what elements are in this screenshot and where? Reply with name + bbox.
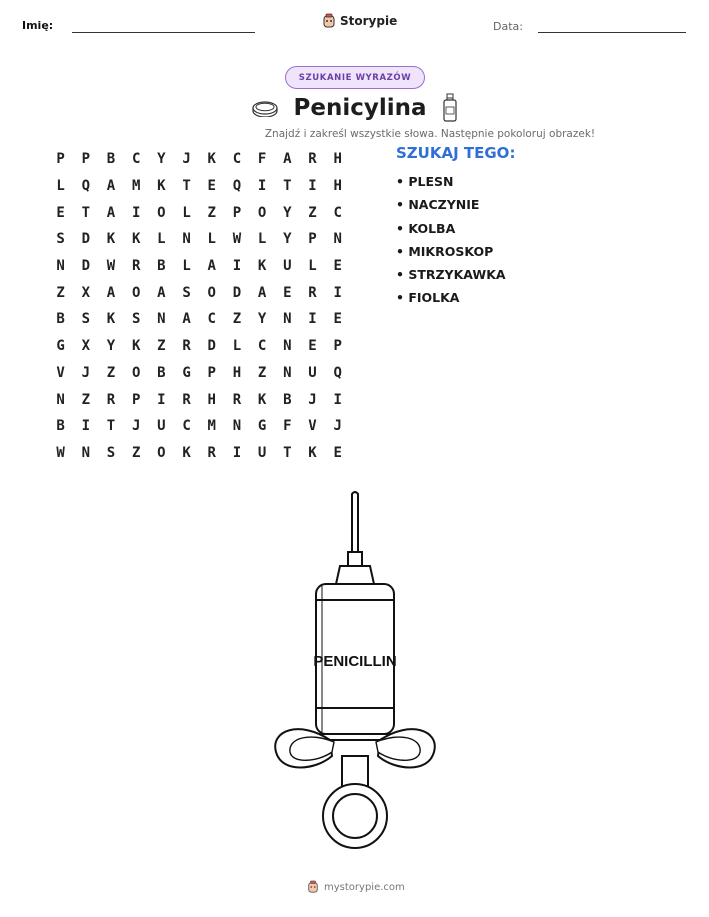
grid-cell[interactable]: I — [308, 311, 317, 328]
grid-cell[interactable]: K — [207, 151, 216, 168]
page-title: Penicylina — [293, 95, 427, 121]
grid-cell[interactable]: A — [182, 311, 191, 328]
grid-cell[interactable]: I — [333, 284, 342, 301]
grid-cell[interactable]: F — [257, 151, 267, 168]
grid-cell[interactable]: Y — [283, 231, 292, 248]
grid-cell[interactable]: B — [106, 151, 116, 168]
grid-cell[interactable]: Z — [106, 364, 116, 381]
grid-cell[interactable]: K — [257, 258, 267, 275]
grid-cell[interactable]: A — [257, 284, 267, 301]
grid-cell[interactable]: M — [131, 178, 141, 195]
grid-cell[interactable]: L — [182, 204, 191, 221]
name-field-line[interactable] — [72, 32, 255, 33]
grid-cell[interactable]: B — [56, 311, 65, 328]
grid-cell[interactable]: P — [308, 231, 317, 248]
grid-cell[interactable]: W — [232, 231, 242, 248]
grid-cell[interactable]: R — [182, 391, 191, 408]
grid-cell[interactable]: K — [257, 391, 267, 408]
grid-cell[interactable]: N — [81, 444, 90, 461]
grid-cell[interactable]: C — [333, 204, 342, 221]
grid-cell[interactable]: R — [308, 151, 317, 168]
grid-cell[interactable]: D — [81, 231, 90, 248]
grid-cell[interactable]: N — [56, 258, 65, 275]
grid-cell[interactable]: E — [283, 284, 292, 301]
grid-cell[interactable]: E — [207, 178, 216, 195]
grid-cell[interactable]: T — [283, 178, 292, 195]
grid-cell[interactable]: L — [182, 258, 191, 275]
grid-cell[interactable]: A — [283, 151, 292, 168]
grid-cell[interactable]: M — [207, 418, 216, 435]
grid-cell[interactable]: Y — [257, 311, 267, 328]
grid-cell[interactable]: C — [182, 418, 191, 435]
grid-cell[interactable]: U — [283, 258, 292, 275]
grid-cell[interactable]: N — [157, 311, 166, 328]
grid-cell[interactable]: T — [81, 204, 90, 221]
grid-cell[interactable]: I — [333, 391, 342, 408]
grid-cell[interactable]: J — [81, 364, 90, 381]
grid-cell[interactable]: L — [157, 231, 166, 248]
grid-cell[interactable]: Y — [157, 151, 166, 168]
grid-cell[interactable]: T — [106, 418, 116, 435]
grid-cell[interactable]: I — [131, 204, 141, 221]
grid-cell[interactable]: U — [157, 418, 166, 435]
grid-cell[interactable]: K — [131, 338, 141, 355]
grid-cell[interactable]: K — [106, 231, 116, 248]
syringe-illustration — [270, 490, 440, 860]
grid-cell[interactable]: J — [182, 151, 191, 168]
page-title-row — [240, 90, 470, 126]
brand-logo — [322, 13, 397, 29]
word-list-item: • PLESN — [396, 174, 454, 189]
grid-cell[interactable]: C — [207, 311, 216, 328]
grid-cell[interactable]: A — [207, 258, 216, 275]
grid-cell[interactable]: P — [56, 151, 65, 168]
grid-cell[interactable]: U — [308, 364, 317, 381]
grid-cell[interactable]: P — [207, 364, 216, 381]
grid-cell[interactable]: R — [232, 391, 242, 408]
grid-cell[interactable]: Q — [81, 178, 90, 195]
grid-cell[interactable]: S — [182, 284, 191, 301]
grid-cell[interactable]: S — [106, 444, 116, 461]
word-list-item: • KOLBA — [396, 220, 456, 236]
grid-cell[interactable]: P — [131, 391, 141, 408]
footer-url[interactable]: mystorypie.com — [324, 881, 405, 893]
grid-cell[interactable]: U — [257, 444, 267, 461]
grid-cell[interactable]: R — [131, 258, 141, 275]
grid-cell[interactable]: Z — [232, 311, 242, 328]
grid-cell[interactable]: K — [308, 444, 317, 461]
grid-cell[interactable]: E — [308, 338, 317, 355]
grid-cell[interactable]: X — [81, 284, 90, 301]
grid-cell[interactable]: I — [157, 391, 166, 408]
grid-cell[interactable]: Y — [283, 204, 292, 221]
grid-cell[interactable]: J — [131, 418, 141, 435]
grid-cell[interactable]: K — [157, 178, 166, 195]
grid-cell[interactable]: E — [56, 204, 65, 221]
grid-cell[interactable]: I — [232, 258, 242, 275]
grid-cell[interactable]: N — [333, 231, 342, 248]
grid-cell[interactable]: Y — [106, 338, 116, 355]
grid-cell[interactable]: I — [308, 178, 317, 195]
letter-grid — [48, 146, 350, 466]
grid-cell[interactable]: R — [106, 391, 116, 408]
grid-cell[interactable]: I — [81, 418, 90, 435]
grid-cell[interactable]: P — [232, 204, 242, 221]
grid-cell[interactable]: N — [232, 418, 242, 435]
grid-cell[interactable]: B — [157, 364, 166, 381]
grid-cell[interactable]: D — [81, 258, 90, 275]
grid-cell[interactable]: O — [157, 204, 166, 221]
word-list-title: SZUKAJ TEGO: — [396, 144, 516, 162]
grid-cell[interactable]: K — [131, 231, 141, 248]
grid-cell[interactable]: G — [182, 364, 191, 381]
grid-cell[interactable]: O — [257, 204, 267, 221]
grid-cell[interactable]: X — [81, 338, 90, 355]
grid-cell[interactable]: H — [333, 178, 342, 195]
grid-cell[interactable]: L — [308, 258, 317, 275]
word-list-item: • STRZYKAWKA — [396, 267, 506, 283]
grid-cell[interactable]: N — [283, 364, 292, 381]
grid-cell[interactable]: S — [131, 311, 141, 328]
grid-cell[interactable]: H — [232, 364, 242, 381]
brand-name: Storypie — [340, 14, 398, 28]
grid-cell[interactable]: V — [56, 364, 65, 381]
grid-cell[interactable]: E — [333, 311, 342, 328]
grid-cell[interactable]: N — [283, 338, 292, 355]
grid-cell[interactable]: J — [308, 391, 317, 408]
grid-cell[interactable]: C — [257, 338, 267, 355]
grid-cell[interactable]: W — [56, 444, 65, 461]
grid-cell[interactable]: K — [182, 444, 191, 461]
grid-cell[interactable]: L — [56, 178, 65, 195]
petri-dish-icon — [251, 99, 279, 117]
grid-cell[interactable]: A — [106, 178, 116, 195]
grid-cell[interactable]: I — [232, 444, 242, 461]
grid-cell[interactable]: W — [106, 258, 116, 275]
grid-cell[interactable]: D — [207, 338, 216, 355]
grid-cell[interactable]: N — [56, 391, 65, 408]
grid-cell[interactable]: G — [56, 338, 65, 355]
grid-cell[interactable]: K — [106, 311, 116, 328]
grid-cell[interactable]: R — [207, 444, 216, 461]
grid-cell[interactable]: L — [257, 231, 267, 248]
storypie-mascot-icon — [322, 13, 336, 29]
grid-cell[interactable]: Z — [56, 284, 65, 301]
syringe-label: PENICILLIN — [313, 653, 397, 670]
activity-badge: SZUKANIE WYRAZÓW — [285, 66, 425, 89]
grid-cell[interactable]: E — [333, 444, 342, 461]
grid-cell[interactable]: G — [257, 418, 267, 435]
grid-cell[interactable]: O — [131, 284, 141, 301]
grid-cell[interactable]: E — [333, 258, 342, 275]
grid-cell[interactable]: Z — [131, 444, 141, 461]
vial-icon — [441, 93, 459, 123]
grid-cell[interactable]: Z — [81, 391, 90, 408]
grid-cell[interactable]: Z — [257, 364, 267, 381]
grid-cell[interactable]: O — [131, 364, 141, 381]
grid-cell[interactable]: A — [106, 204, 116, 221]
grid-cell[interactable]: A — [157, 284, 166, 301]
grid-cell[interactable]: B — [56, 418, 65, 435]
grid-cell[interactable]: D — [232, 284, 242, 301]
word-list — [396, 170, 506, 310]
grid-cell[interactable]: Z — [157, 338, 166, 355]
grid-cell[interactable]: T — [182, 178, 191, 195]
grid-cell[interactable]: S — [56, 231, 65, 248]
grid-cell[interactable]: S — [81, 311, 90, 328]
grid-cell[interactable]: R — [182, 338, 191, 355]
grid-cell[interactable]: C — [232, 151, 242, 168]
grid-cell[interactable]: H — [207, 391, 216, 408]
grid-cell[interactable]: I — [257, 178, 267, 195]
grid-cell[interactable]: P — [333, 338, 342, 355]
grid-cell[interactable]: F — [283, 418, 292, 435]
grid-cell[interactable]: H — [333, 151, 342, 168]
date-label: Data: — [493, 20, 523, 33]
word-list-item: • FIOLKA — [396, 290, 460, 306]
grid-cell[interactable]: B — [283, 391, 292, 408]
grid-cell[interactable]: B — [157, 258, 166, 275]
grid-cell[interactable]: A — [106, 284, 116, 301]
grid-cell[interactable]: J — [333, 418, 342, 435]
footer — [307, 880, 405, 894]
name-label: Imię: — [22, 19, 54, 32]
grid-cell[interactable]: T — [283, 444, 292, 461]
grid-cell[interactable]: L — [207, 231, 216, 248]
storypie-mascot-icon — [307, 880, 319, 894]
date-field-line[interactable] — [538, 32, 686, 33]
grid-cell[interactable]: Z — [308, 204, 317, 221]
grid-cell[interactable]: Q — [333, 364, 342, 381]
grid-cell[interactable]: Q — [232, 178, 242, 195]
grid-cell[interactable]: C — [131, 151, 141, 168]
grid-cell[interactable]: N — [182, 231, 191, 248]
instructions: Znajdź i zakreśl wszystkie słowa. Następnie pokoloruj obrazek! — [264, 128, 596, 140]
grid-cell[interactable]: V — [308, 418, 317, 435]
grid-cell[interactable]: O — [157, 444, 166, 461]
word-list-item: • MIKROSKOP — [396, 243, 494, 259]
grid-cell[interactable]: O — [207, 284, 216, 301]
grid-cell[interactable]: N — [283, 311, 292, 328]
grid-cell[interactable]: R — [308, 284, 317, 301]
grid-cell[interactable]: L — [232, 338, 242, 355]
word-list-item: • NACZYNIE — [396, 197, 480, 213]
grid-cell[interactable]: Z — [207, 204, 216, 221]
grid-cell[interactable]: P — [81, 151, 90, 168]
